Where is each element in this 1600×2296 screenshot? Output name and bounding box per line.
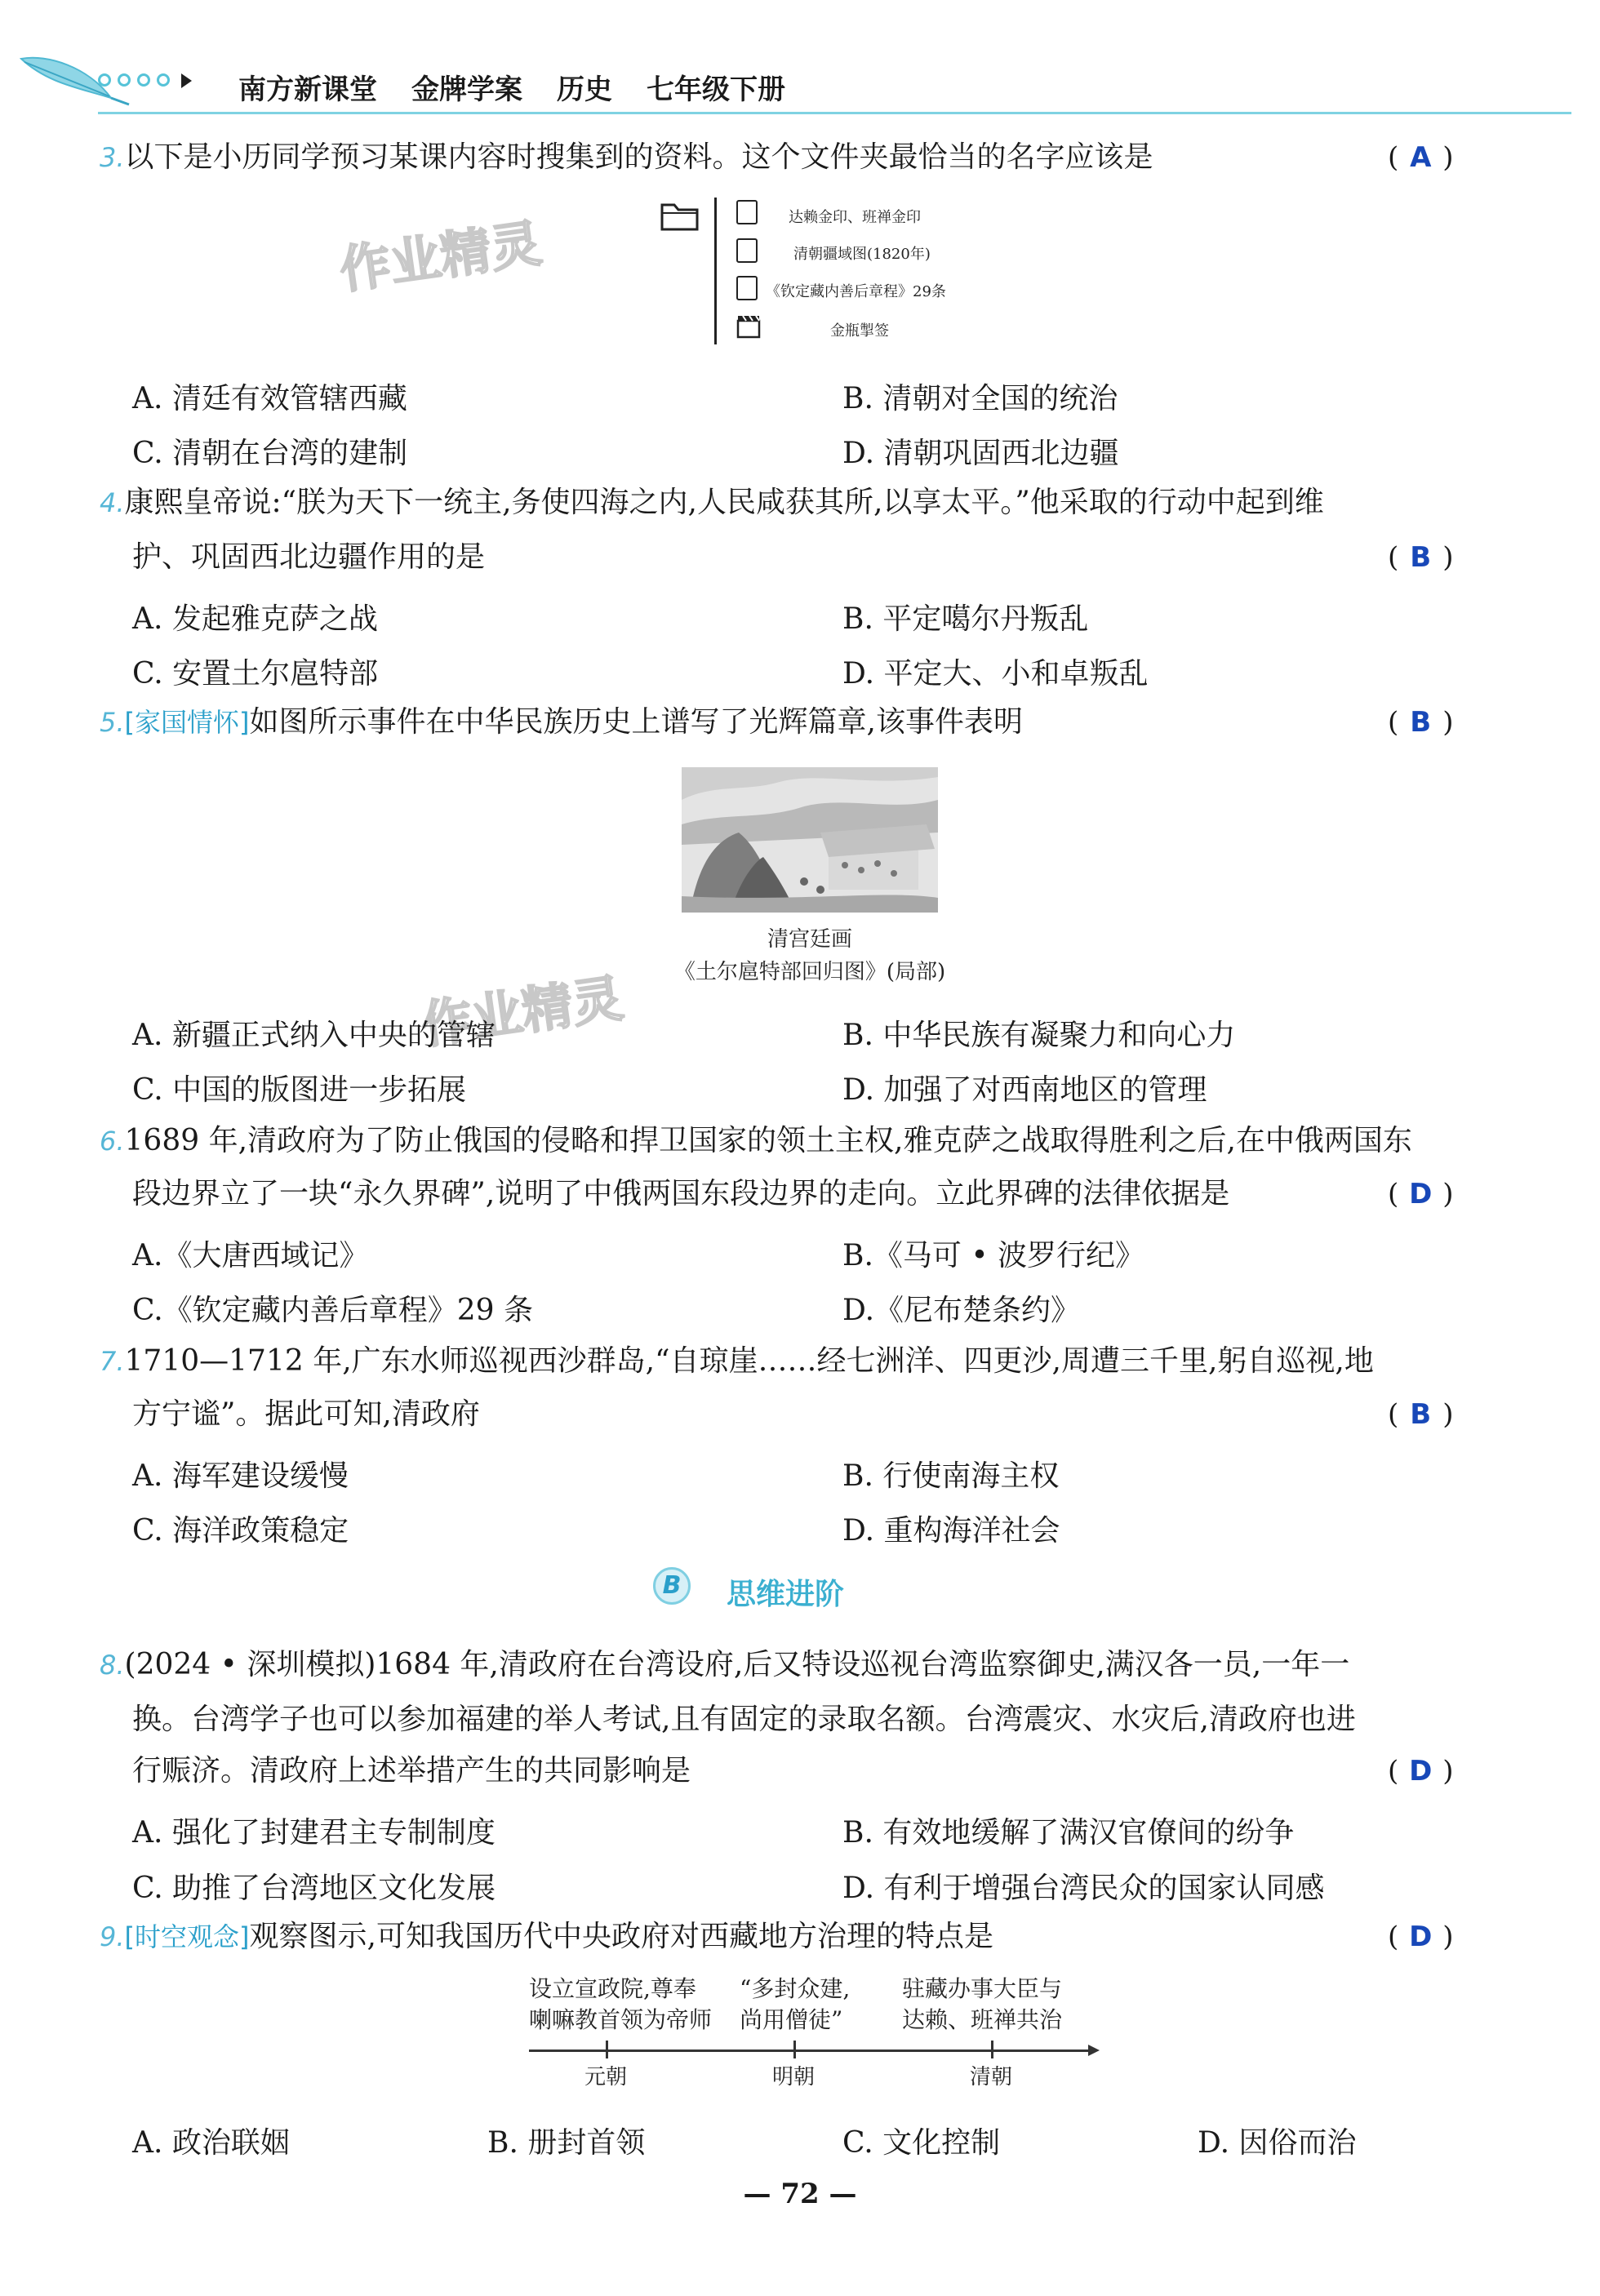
section-title: 思维进阶	[727, 1578, 845, 1611]
watermark: 作业精灵	[336, 213, 545, 300]
q9-stem-text: 观察图示,可知我国历代中央政府对西藏地方治理的特点是	[249, 1920, 993, 1953]
q6-option-a: A.《大唐西域记》	[132, 1239, 369, 1272]
header-grade: 七年级下册	[647, 73, 785, 106]
q7-number: 7.	[100, 1346, 125, 1377]
q6-line2: 段边界立了一块“永久界碑”,说明了中俄两国东段边界的走向。立此界碑的法律依据是	[132, 1177, 1230, 1210]
header-subject: 历史	[557, 73, 612, 106]
q6-number: 6.	[100, 1126, 125, 1157]
header-rule	[98, 112, 1571, 114]
header-title	[238, 67, 820, 107]
q4-number: 4.	[100, 487, 125, 518]
file-item-1: 达赖金印、班禅金印	[789, 209, 921, 226]
q7-line2: 方宁谧”。据此可知,清政府	[132, 1397, 480, 1431]
q8-line3: 行赈济。清政府上述举措产生的共同影响是	[132, 1754, 691, 1788]
image-file-icon	[736, 200, 758, 224]
q8-option-b: B. 有效地缓解了满汉官僚间的纷争	[842, 1816, 1295, 1850]
timeline-tick-qing	[991, 2041, 993, 2058]
file-item-3: 《钦定藏内善后章程》29条	[766, 283, 946, 300]
q8-answer-letter: D	[1409, 1755, 1433, 1788]
page-number: — 72 —	[743, 2178, 857, 2210]
folder-icon	[660, 200, 700, 233]
q6-stem	[100, 1125, 1412, 1157]
q6-answer-letter: D	[1409, 1178, 1433, 1210]
header-dots	[98, 73, 192, 90]
q9-option-a: A. 政治联姻	[132, 2126, 290, 2160]
header-brand: 南方新课堂	[238, 73, 377, 106]
timeline-arrow-icon	[1088, 2045, 1100, 2056]
q3-option-b: B. 清朝对全国的统治	[842, 382, 1118, 415]
q7-option-b: B. 行使南海主权	[842, 1459, 1060, 1493]
q4-option-c: C. 安置土尔扈特部	[132, 657, 379, 691]
q7-answer: ( B )	[1388, 1398, 1454, 1431]
q8-option-c: C. 助推了台湾地区文化发展	[132, 1872, 496, 1905]
q3-answer: ( A )	[1388, 141, 1454, 174]
q4-option-a: A. 发起雅克萨之战	[132, 602, 378, 636]
timeline-axis	[529, 2050, 1092, 2052]
watermark: 作业精灵	[417, 968, 627, 1055]
q8-line1: (2024 • 深圳模拟)1684 年,清政府在台湾设府,后又特设巡视台湾监察御史,满汉各一员,一年一	[124, 1648, 1350, 1681]
timeline-ming-note-1: “多封众建,	[740, 1975, 851, 2002]
q4-option-b: B. 平定噶尔丹叛乱	[842, 602, 1089, 636]
q3-stem	[100, 141, 1153, 174]
section-badge: B	[653, 1567, 691, 1605]
image-file-icon	[736, 238, 758, 263]
q8-number: 8.	[100, 1650, 125, 1681]
timeline-label-qing: 清朝	[970, 2065, 1013, 2089]
q8-line2: 换。台湾学子也可以参加福建的举人考试,且有固定的录取名额。台湾震灾、水灾后,清政府也进	[132, 1703, 1356, 1736]
file-item-4: 金瓶掣签	[830, 322, 889, 340]
q3-option-c: C. 清朝在台湾的建制	[132, 437, 408, 470]
q3-option-d: D. 清朝巩固西北边疆	[842, 437, 1119, 470]
q9-tag: [时空观念]	[124, 1921, 250, 1952]
q9-option-b: B. 册封首领	[487, 2126, 646, 2160]
q5-answer: ( B )	[1388, 706, 1454, 739]
q3-answer-letter: A	[1410, 141, 1432, 174]
q4-line1: 康熙皇帝说:“朕为天下一统主,务使四海之内,人民咸获其所,以享太平。”他采取的行动中起到维	[124, 486, 1324, 519]
q5-option-d: D. 加强了对西南地区的管理	[842, 1073, 1207, 1107]
q7-line1: 1710—1712 年,广东水师巡视西沙群岛,“自琼崖……经七洲洋、四更沙,周遭三千里,躬自巡视,地	[124, 1344, 1374, 1378]
video-file-icon	[736, 313, 761, 339]
q4-line2: 护、巩固西北边疆作用的是	[132, 540, 486, 574]
q5-stem	[100, 706, 1023, 739]
q8-option-a: A. 强化了封建君主专制制度	[132, 1816, 496, 1850]
q5-option-b: B. 中华民族有凝聚力和向心力	[842, 1019, 1236, 1052]
header-series: 金牌学案	[411, 73, 522, 106]
q4-answer-letter: B	[1410, 541, 1432, 574]
q7-option-d: D. 重构海洋社会	[842, 1514, 1060, 1548]
timeline-yuan-note-1: 设立宣政院,尊奉	[529, 1975, 696, 2002]
q3-option-a: A. 清廷有效管辖西藏	[132, 382, 407, 415]
q8-answer: ( D )	[1388, 1755, 1454, 1788]
q6-option-d: D.《尼布楚条约》	[842, 1294, 1081, 1327]
q4-answer: ( B )	[1388, 541, 1454, 574]
q4-stem	[100, 486, 1324, 519]
triangle-icon	[181, 73, 192, 88]
q7-answer-letter: B	[1410, 1398, 1432, 1431]
q9-stem	[100, 1921, 993, 1953]
q8-stem	[100, 1649, 1349, 1681]
q5-caption-2: 《土尔扈特部回归图》(局部)	[673, 960, 946, 984]
q6-line1: 1689 年,清政府为了防止俄国的侵略和捍卫国家的领土主权,雅克萨之战取得胜利之后,在中俄两国东	[124, 1124, 1412, 1157]
q5-option-a: A. 新疆正式纳入中央的管辖	[132, 1019, 496, 1052]
folder-tree-line	[714, 198, 717, 344]
timeline-ming-note-2: 尚用僧徒”	[740, 2006, 843, 2033]
q3-stem-text: 以下是小历同学预习某课内容时搜集到的资料。这个文件夹最恰当的名字应该是	[124, 140, 1153, 174]
q9-answer: ( D )	[1388, 1921, 1454, 1953]
q9-number: 9.	[100, 1921, 125, 1952]
q6-option-b: B.《马可 • 波罗行纪》	[842, 1239, 1145, 1272]
timeline-label-yuan: 元朝	[584, 2065, 628, 2089]
q9-option-c: C. 文化控制	[842, 2126, 1001, 2160]
q5-option-c: C. 中国的版图进一步拓展	[132, 1073, 467, 1107]
q9-answer-letter: D	[1409, 1921, 1433, 1953]
q7-option-c: C. 海洋政策稳定	[132, 1514, 349, 1548]
q5-caption-1: 清宫廷画	[767, 927, 852, 952]
timeline-tick-yuan	[606, 2041, 608, 2058]
q5-answer-letter: B	[1410, 706, 1432, 739]
q5-number: 5.	[100, 707, 125, 738]
q6-answer: ( D )	[1388, 1178, 1454, 1210]
q6-option-c: C.《钦定藏内善后章程》29 条	[132, 1294, 533, 1327]
q7-stem	[100, 1345, 1374, 1378]
timeline-qing-note-2: 达赖、班禅共治	[902, 2006, 1063, 2033]
timeline-tick-ming	[793, 2041, 796, 2058]
timeline-yuan-note-2: 喇嘛教首领为帝师	[529, 2006, 713, 2033]
q8-option-d: D. 有利于增强台湾民众的国家认同感	[842, 1872, 1325, 1905]
q7-option-a: A. 海军建设缓慢	[132, 1459, 349, 1493]
q5-tag: [家国情怀]	[124, 707, 250, 738]
timeline-label-ming: 明朝	[772, 2065, 816, 2089]
file-item-2: 清朝疆域图(1820年)	[793, 246, 931, 263]
timeline-qing-note-1: 驻藏办事大臣与	[902, 1975, 1063, 2002]
q4-option-d: D. 平定大、小和卓叛乱	[842, 657, 1149, 691]
q5-stem-text: 如图所示事件在中华民族历史上谱写了光辉篇章,该事件表明	[249, 705, 1023, 739]
q3-number: 3.	[100, 142, 125, 173]
torghut-return-painting	[682, 767, 938, 913]
document-file-icon	[736, 276, 758, 300]
q9-option-d: D. 因俗而治	[1198, 2126, 1357, 2160]
